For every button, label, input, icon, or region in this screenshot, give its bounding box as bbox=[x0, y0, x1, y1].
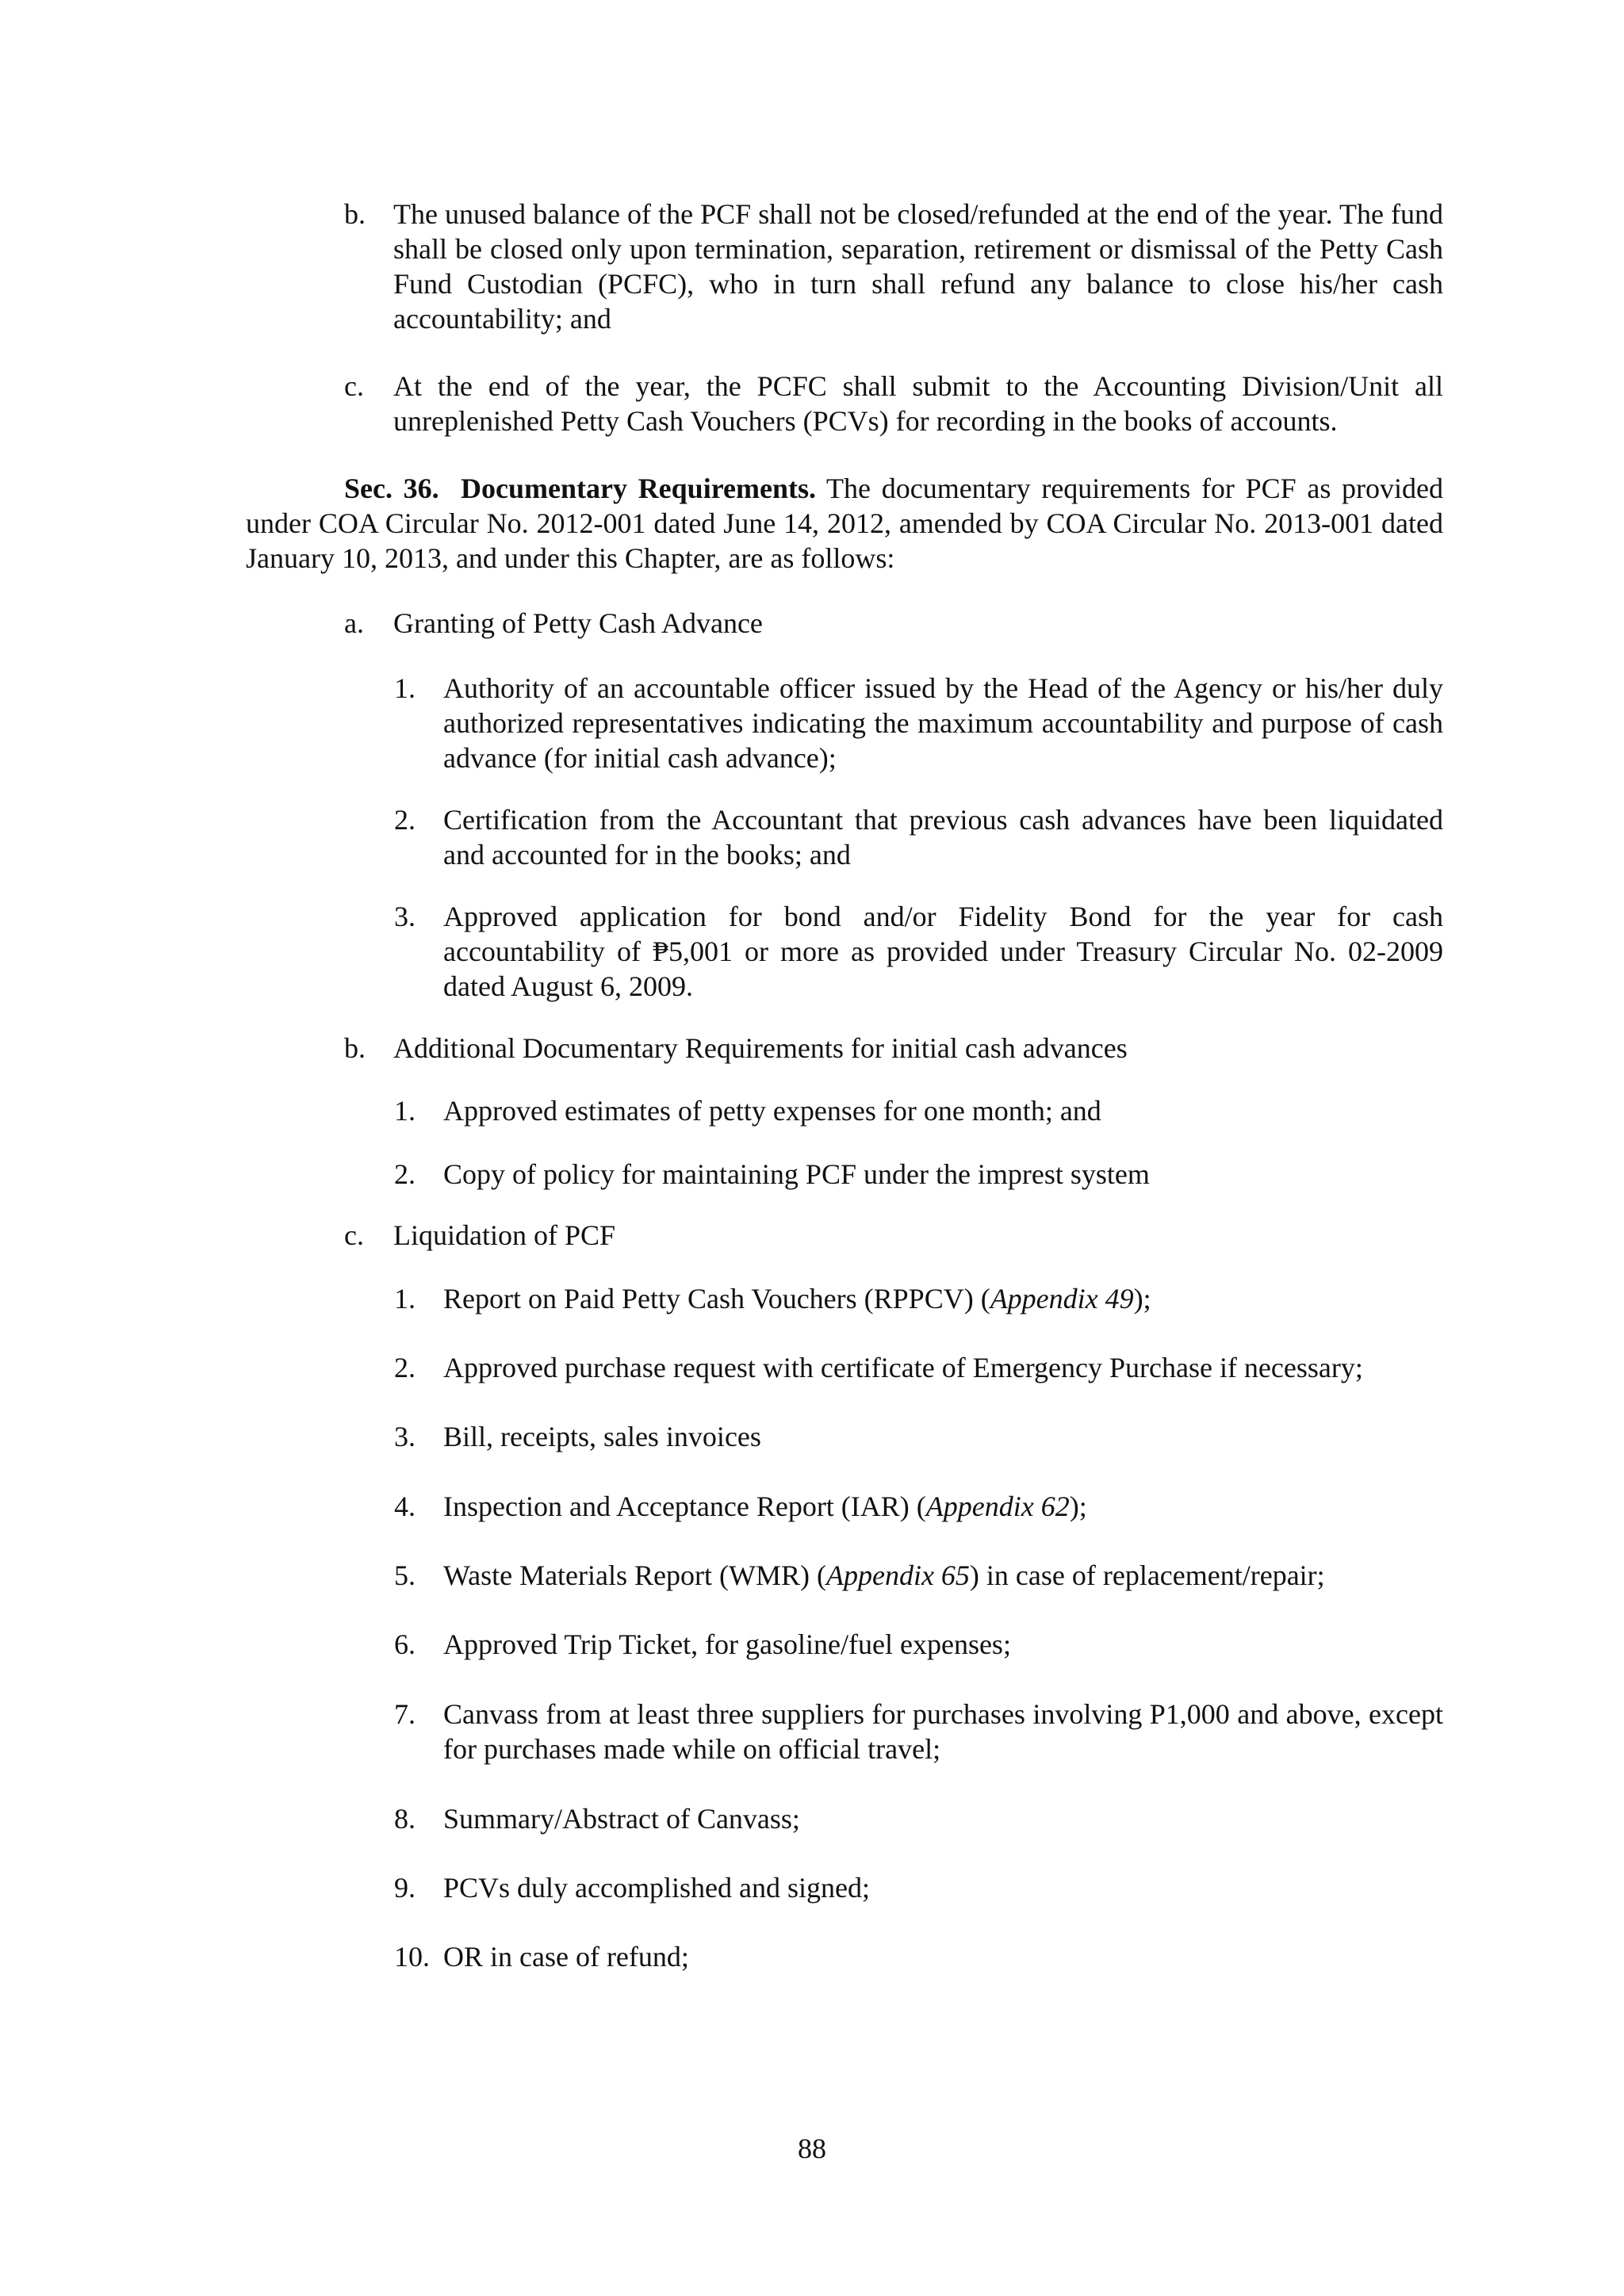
item-text: Approved Trip Ticket, for gasoline/fuel expenses; bbox=[443, 1628, 1011, 1660]
list-item-text: At the end of the year, the PCFC shall submit to the Accounting Division/Unit all unreplenished Petty Cash Vouchers (PCVs) for recording in the books of accounts. bbox=[393, 370, 1443, 437]
list-marker: c. bbox=[344, 1219, 364, 1251]
item-number: 2. bbox=[394, 1352, 416, 1383]
item-number: 4. bbox=[394, 1490, 416, 1522]
appendix-reference: Appendix 49 bbox=[990, 1283, 1134, 1314]
list-item bbox=[394, 802, 1443, 872]
appendix-reference: Appendix 65 bbox=[825, 1559, 970, 1591]
section-body: The documentary requirements for PCF as provided under COA Circular No. 2012-001 dated June 14, 2012, amended by COA Circular No. 2013-001 dated January 10, 2013, and under this Chapter, are as follows: bbox=[246, 473, 1443, 574]
list-item bbox=[394, 1801, 1443, 1836]
list-item bbox=[394, 1489, 1443, 1524]
item-text: Certification from the Accountant that previous cash advances have been liquidated and accounted for in the books; and bbox=[443, 804, 1443, 871]
item-text: Report on Paid Petty Cash Vouchers (RPPCV) (Appendix 49); bbox=[443, 1283, 1151, 1314]
item-text: PCVs duly accomplished and signed; bbox=[443, 1872, 870, 1904]
item-number: 7. bbox=[394, 1698, 416, 1730]
item-text: Copy of policy for maintaining PCF under the imprest system bbox=[443, 1158, 1150, 1190]
appendix-reference: Appendix 62 bbox=[925, 1490, 1070, 1522]
group-a-heading bbox=[344, 606, 1443, 641]
item-number: 9. bbox=[394, 1872, 416, 1904]
item-text: OR in case of refund; bbox=[443, 1941, 689, 1973]
item-number: 1. bbox=[394, 1095, 416, 1127]
list-item bbox=[394, 1697, 1443, 1766]
list-item bbox=[394, 1093, 1443, 1128]
list-item bbox=[394, 1350, 1443, 1385]
item-number: 2. bbox=[394, 804, 416, 836]
list-item bbox=[394, 1627, 1443, 1662]
item-number: 3. bbox=[394, 901, 416, 932]
item-text: Waste Materials Report (WMR) (Appendix 65) in case of replacement/repair; bbox=[443, 1559, 1325, 1591]
section-number: Sec. 36. bbox=[344, 473, 439, 504]
group-b-heading bbox=[344, 1031, 1443, 1066]
section-title: Documentary Requirements. bbox=[461, 473, 817, 504]
group-title: Granting of Petty Cash Advance bbox=[393, 607, 763, 639]
item-text: Inspection and Acceptance Report (IAR) (Appendix 62); bbox=[443, 1490, 1087, 1522]
item-number: 8. bbox=[394, 1803, 416, 1835]
list-item bbox=[394, 1870, 1443, 1905]
list-item-c bbox=[344, 369, 1443, 438]
item-number: 2. bbox=[394, 1158, 416, 1190]
list-marker: c. bbox=[344, 370, 364, 402]
list-item bbox=[394, 1281, 1443, 1316]
list-item-b bbox=[344, 197, 1443, 336]
page-number: 88 bbox=[798, 2133, 826, 2164]
list-marker: b. bbox=[344, 1032, 366, 1064]
item-text: Approved purchase request with certificate of Emergency Purchase if necessary; bbox=[443, 1352, 1363, 1383]
item-number: 1. bbox=[394, 672, 416, 704]
item-text: Summary/Abstract of Canvass; bbox=[443, 1803, 800, 1835]
item-number: 5. bbox=[394, 1559, 416, 1591]
list-item bbox=[394, 1419, 1443, 1454]
group-title: Additional Documentary Requirements for initial cash advances bbox=[393, 1032, 1128, 1064]
group-title: Liquidation of PCF bbox=[393, 1219, 616, 1251]
item-text: Bill, receipts, sales invoices bbox=[443, 1421, 761, 1452]
group-c-heading bbox=[344, 1218, 1443, 1253]
item-number: 6. bbox=[394, 1628, 416, 1660]
list-item bbox=[394, 671, 1443, 775]
item-text: Approved application for bond and/or Fidelity Bond for the year for cash accountability of ₱5,001 or more as provided under Treasury Circular No. 02-2009 dated August 6, 2009. bbox=[443, 901, 1443, 1002]
item-number: 10. bbox=[394, 1941, 430, 1973]
item-text: Canvass from at least three suppliers for purchases involving P1,000 and above, except for purchases made while on official travel; bbox=[443, 1698, 1443, 1765]
list-item bbox=[394, 1558, 1443, 1593]
item-number: 1. bbox=[394, 1283, 416, 1314]
item-number: 3. bbox=[394, 1421, 416, 1452]
list-marker: a. bbox=[344, 607, 364, 639]
section-paragraph bbox=[246, 471, 1443, 576]
item-text: Approved estimates of petty expenses for one month; and bbox=[443, 1095, 1101, 1127]
list-item bbox=[394, 899, 1443, 1004]
list-item bbox=[394, 1939, 1443, 1974]
list-item bbox=[394, 1157, 1443, 1192]
list-marker: b. bbox=[344, 198, 366, 230]
item-text: Authority of an accountable officer issued by the Head of the Agency or his/her duly authorized representatives indicating the maximum accountability and purpose of cash advance (for initial cash advance); bbox=[443, 672, 1443, 774]
list-item-text: The unused balance of the PCF shall not be closed/refunded at the end of the year. The fund shall be closed only upon termination, separation, retirement or dismissal of the Petty Cash Fund Custodian (PCFC), who in turn shall refund any balance to close his/her cash accountability; and bbox=[393, 198, 1443, 335]
